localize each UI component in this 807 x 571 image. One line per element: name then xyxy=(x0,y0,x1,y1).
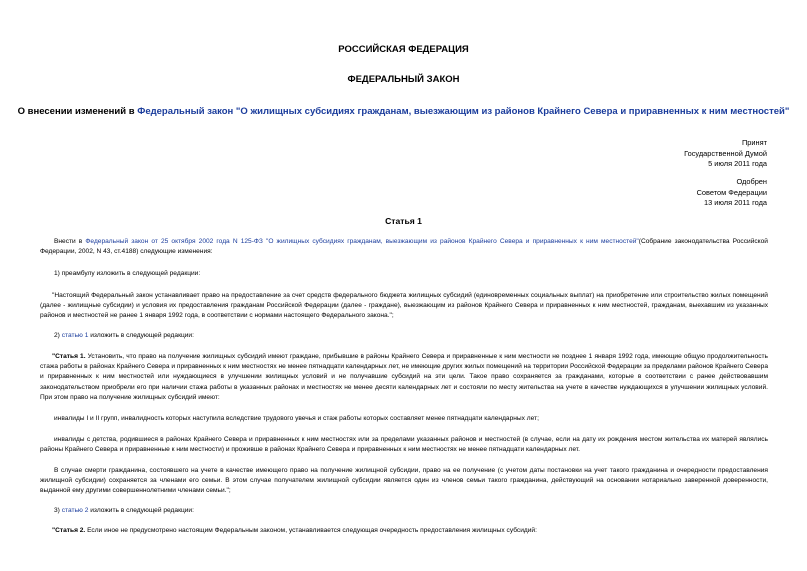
article-2-label: "Статья 2. xyxy=(52,527,86,534)
article-1-label: "Статья 1. xyxy=(52,353,86,360)
accepted-date: 5 июля 2011 года xyxy=(708,159,767,168)
approved-date: 13 июля 2011 года xyxy=(704,198,767,207)
accepted-label: Принят xyxy=(741,138,767,147)
article-intro xyxy=(40,237,768,257)
article-1-body: Установить, что право на получение жилищных субсидий имеют граждане, прибывшие в районы Крайнего Севера и приравненные к ним местности не позднее 1 января 1992 года, имеющие общую продолжительность стажа работы в районах Крайнего Севера и приравненных к ним местностях не менее пятнадцати календарных лет, не имеющие других жилых помещений на территории Российской Федерации за пределами районов Крайнего Севера и приравненных к ним местностей или нуждающиеся в улучшении жилищных условий и не получавшие субсидий на эти цели. Такое право сохраняется за гражданами, которые в соответствии с ранее действовавшим законодательством приобрели его при наличии стажа работы в указанных районах и местностях не менее десяти календарных лет и состояли по месту жительства на учете в качестве нуждающихся в улучшении жилищных условий. При этом право на получение жилищных субсидий имеют: xyxy=(40,353,768,401)
amended-law-link[interactable]: Федеральный закон "О жилищных субсидиях гражданам, выезжающим из районов Крайнего Севера и приравненных к ним местностей" xyxy=(137,106,790,117)
intro-prefix: Внести в xyxy=(54,238,86,245)
approved-by: Советом Федерации xyxy=(696,187,767,197)
acceptance-block xyxy=(684,138,767,170)
item-3 xyxy=(40,506,768,516)
law-type-heading: ФЕДЕРАЛЬНЫЙ ЗАКОН xyxy=(347,74,460,85)
article-2-link[interactable]: статью 2 xyxy=(61,507,89,514)
item-2-suffix: изложить в следующей редакции: xyxy=(88,332,194,339)
death-case-paragraph: В случае смерти гражданина, состоявшего на учете в качестве имеющего право на получение жилищной субсидии, право на ее получение (с учетом даты постановки на учет такого гражданина и очередности предоставления жилищной субсидии) сохраняется за членами его семьи. В этом случае получателем жилищной субсидии является один из членов семьи такого гражданина, действующий на основании нотариально заверенной доверенности, выданной ему другими совершеннолетними членами семьи."; xyxy=(40,467,768,495)
item-1: 1) преамбулу изложить в следующей редакции: xyxy=(54,270,201,277)
item-2 xyxy=(40,331,768,341)
item-2-prefix: 2) xyxy=(54,332,62,339)
preamble-text: "Настоящий Федеральный закон устанавливает право на предоставление за счет средств федерального бюджета жилищных субсидий (единовременных социальных выплат) на приобретение или строительство жилых помещений (далее - жилищные субсидии) и условия их предоставления гражданам Российской Федерации (далее - граждане), выезжающим из районов Крайнего Севера и приравненных к ним местностей, гражданам, выехавшим из указанных районов и местностей не ранее 1 января 1992 года, в соответствии с нормами настоящего Федерального закона."; xyxy=(40,292,768,320)
invalids-paragraph-2: инвалиды с детства, родившиеся в районах Крайнего Севера и приравненных к ним местностях или за пределами указанных районов и местностей (в случае, если на дату их рождения местом жительства их матерей являлись районы Крайнего Севера и приравненные к ним местности) и проживше в районах Крайнего Севера и приравненных к ним местностях не менее пятнадцати календарных лет. xyxy=(40,436,768,454)
accepted-by: Государственной Думой xyxy=(684,148,767,158)
article-2-text xyxy=(40,526,768,536)
law-reference-link[interactable]: Федеральный закон от 25 октября 2002 года N 125-ФЗ "О жилищных субсидиях гражданам, выезжающим из районов Крайнего Севера и приравненных к ним местностей" xyxy=(85,238,639,245)
article-2-body: Если иное не предусмотрено настоящим Федеральным законом, устанавливается следующая очередность предоставления жилищных субсидий: xyxy=(85,527,537,534)
law-title-prefix: О внесении изменений в xyxy=(17,106,138,117)
intro-suffix: (Собрание законодательства Российской Федерации, 2002, N 43, ст.4188) следующие изменения: xyxy=(40,238,768,256)
invalids-paragraph-1: инвалиды I и II групп, инвалидность которых наступила вследствие трудового увечья и стаж работы которых составляет менее пятнадцати календарных лет; xyxy=(54,415,539,422)
article-1-text xyxy=(40,352,768,403)
item-3-suffix: изложить в следующей редакции: xyxy=(88,507,194,514)
article-title: Статья 1 xyxy=(385,216,422,226)
approval-block xyxy=(697,177,767,209)
law-title xyxy=(0,106,807,117)
item-3-prefix: 3) xyxy=(54,507,62,514)
article-1-link[interactable]: статью 1 xyxy=(61,332,89,339)
country-heading: РОССИЙСКАЯ ФЕДЕРАЦИЯ xyxy=(338,44,469,55)
approved-label: Одобрен xyxy=(736,177,767,186)
